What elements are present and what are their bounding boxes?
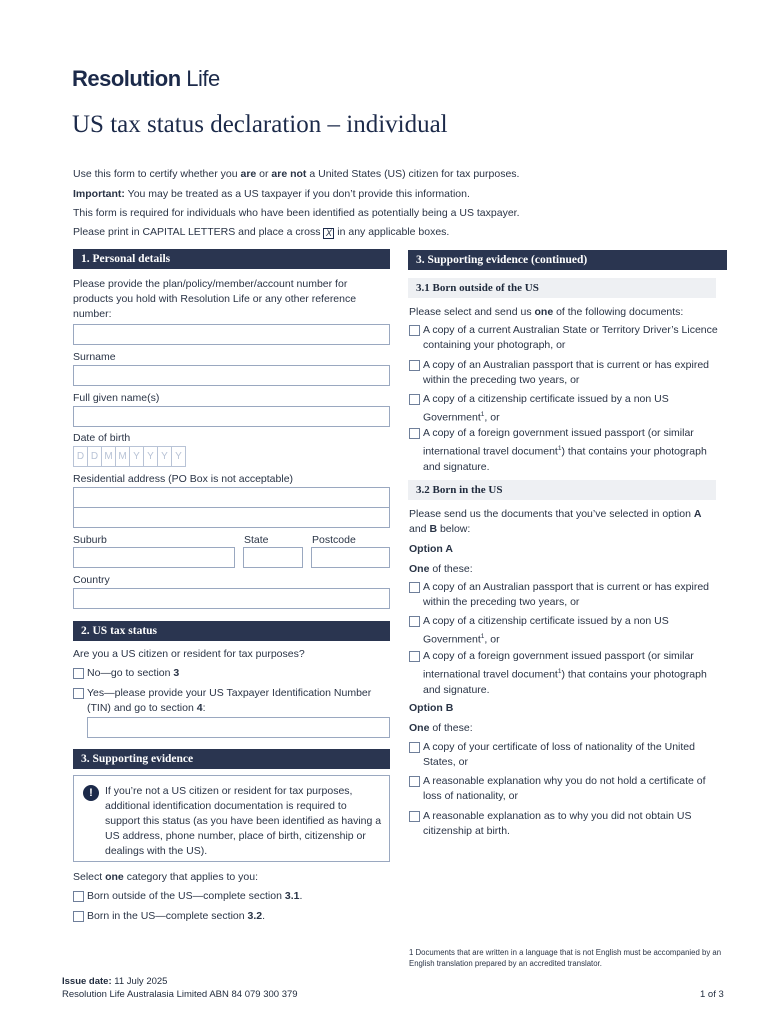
- doc-checkbox[interactable]: [409, 360, 420, 371]
- surname-label: Surname: [73, 351, 116, 363]
- option-born-in-us[interactable]: Born in the US—complete section 3.2.: [73, 909, 373, 924]
- account-number-label: Please provide the plan/policy/member/account number for products you hold with Resolution Life or any other reference number:: [73, 278, 357, 320]
- section-3-2-intro: Please send us the documents that you’ve selected in option A and B below:: [409, 508, 702, 535]
- option-b-one-of: One of these:: [409, 722, 473, 734]
- footnote: 1 Documents that are written in a language that is not English must be accompanied by an English translation prepared by an accredited translator.: [409, 948, 722, 968]
- no-checkbox[interactable]: [73, 668, 84, 679]
- tin-field[interactable]: [87, 717, 390, 738]
- dob-box[interactable]: D: [73, 446, 88, 467]
- doc-checkbox[interactable]: [409, 742, 420, 753]
- dob-box[interactable]: Y: [157, 446, 172, 467]
- given-names-label: Full given name(s): [73, 392, 160, 404]
- info-text: If you’re not a US citizen or resident for tax purposes, additional identification documentation is required to support this status (as you have been identified as having a US address, phone number, place of birth, citizenship or dealings with the US).: [105, 785, 382, 857]
- doc-option-a-foreign-passport[interactable]: A copy of a foreign government issued passport (or similar international travel document$^1$) that contains your photograph and signature.: [409, 649, 709, 698]
- surname-field[interactable]: [73, 365, 390, 386]
- doc-checkbox[interactable]: [409, 582, 420, 593]
- postcode-label: Postcode: [312, 534, 356, 546]
- info-box: [73, 775, 390, 862]
- select-category-label: Select one category that applies to you:: [73, 871, 259, 883]
- exclamation-icon: !: [83, 785, 99, 801]
- cross-example-icon: X: [323, 228, 334, 239]
- yes-checkbox[interactable]: [73, 688, 84, 699]
- section-1-heading: 1. Personal details: [73, 249, 390, 269]
- given-names-field[interactable]: [73, 406, 390, 427]
- intro-line-4: Please print in CAPITAL LETTERS and place a cross X in any applicable boxes.: [73, 226, 450, 238]
- option-a-heading: Option A: [409, 543, 453, 555]
- company-logo: Resolution Life: [72, 66, 220, 91]
- state-field[interactable]: [243, 547, 303, 568]
- doc-checkbox[interactable]: [409, 428, 420, 439]
- section-3-1-heading: 3.1 Born outside of the US: [408, 278, 716, 298]
- country-label: Country: [73, 574, 110, 586]
- dob-box[interactable]: Y: [171, 446, 186, 467]
- page-title: US tax status declaration – individual: [72, 111, 448, 138]
- doc-option-a-au-passport[interactable]: A copy of an Australian passport that is current or has expired within the preceding two years, or: [409, 580, 719, 610]
- company-abn: Resolution Life Australasia Limited ABN 84 079 300 379: [62, 989, 298, 1000]
- state-label: State: [244, 534, 269, 546]
- issue-date: Issue date: 11 July 2025: [62, 976, 168, 987]
- doc-option-a-citizenship-cert[interactable]: A copy of a citizenship certificate issued by a non US Government$^1$, or: [409, 614, 719, 648]
- section-3-heading: 3. Supporting evidence: [73, 749, 390, 769]
- born-in-us-checkbox[interactable]: [73, 911, 84, 922]
- section-3-2-heading: 3.2 Born in the US: [408, 480, 716, 500]
- address-line-2-field[interactable]: [73, 507, 390, 528]
- doc-checkbox[interactable]: [409, 325, 420, 336]
- date-of-birth-label: Date of birth: [73, 432, 131, 444]
- dob-box[interactable]: Y: [143, 446, 158, 467]
- option-b-heading: Option B: [409, 702, 454, 714]
- date-of-birth-field[interactable]: [73, 446, 185, 467]
- suburb-label: Suburb: [73, 534, 107, 546]
- account-number-field[interactable]: [73, 324, 390, 345]
- option-a-one-of: One of these:: [409, 563, 473, 575]
- doc-checkbox[interactable]: [409, 776, 420, 787]
- residential-address-label: Residential address (PO Box is not acceptable): [73, 473, 294, 485]
- dob-box[interactable]: M: [115, 446, 130, 467]
- us-status-question: Are you a US citizen or resident for tax purposes?: [73, 648, 305, 660]
- dob-box[interactable]: Y: [129, 446, 144, 467]
- option-yes[interactable]: Yes—please provide your US Taxpayer Identification Number (TIN) and go to section 4:: [73, 686, 373, 716]
- doc-option-b-citizenship-explanation[interactable]: A reasonable explanation as to why you did not obtain US citizenship at birth.: [409, 809, 719, 839]
- option-no[interactable]: No—go to section 3: [73, 666, 373, 681]
- doc-option-citizenship-cert[interactable]: A copy of a citizenship certificate issued by a non US Government$^1$, or: [409, 392, 719, 426]
- intro-line-2: Important: You may be treated as a US taxpayer if you don’t provide this information.: [73, 188, 470, 200]
- doc-option-foreign-passport[interactable]: A copy of a foreign government issued passport (or similar international travel document$^1$) that contains your photograph and signature.: [409, 426, 719, 475]
- address-line-1-field[interactable]: [73, 487, 390, 508]
- country-field[interactable]: [73, 588, 390, 609]
- option-born-outside[interactable]: Born outside of the US—complete section 3.1.: [73, 889, 373, 904]
- doc-checkbox[interactable]: [409, 616, 420, 627]
- intro-line-3: This form is required for individuals who have been identified as potentially being a US taxpayer.: [73, 207, 520, 219]
- dob-box[interactable]: D: [87, 446, 102, 467]
- born-outside-checkbox[interactable]: [73, 891, 84, 902]
- dob-box[interactable]: M: [101, 446, 116, 467]
- doc-checkbox[interactable]: [409, 394, 420, 405]
- doc-option-b-loss-cert[interactable]: A copy of your certificate of loss of nationality of the United States, or: [409, 740, 709, 770]
- page-number: 1 of 3: [700, 989, 724, 1000]
- doc-checkbox[interactable]: [409, 811, 420, 822]
- doc-option-b-no-cert-explanation[interactable]: A reasonable explanation why you do not hold a certificate of loss of nationality, or: [409, 774, 709, 804]
- section-2-heading: 2. US tax status: [73, 621, 390, 641]
- doc-checkbox[interactable]: [409, 651, 420, 662]
- section-3-continued-heading: 3. Supporting evidence (continued): [408, 250, 727, 270]
- doc-option-drivers-licence[interactable]: A copy of a current Australian State or Territory Driver’s Licence containing your photograph, or: [409, 323, 719, 353]
- suburb-field[interactable]: [73, 547, 235, 568]
- intro-line-1: Use this form to certify whether you are or are not a United States (US) citizen for tax purposes.: [73, 168, 520, 180]
- postcode-field[interactable]: [311, 547, 390, 568]
- section-3-1-intro: Please select and send us one of the following documents:: [409, 306, 684, 318]
- doc-option-au-passport[interactable]: A copy of an Australian passport that is current or has expired within the preceding two years, or: [409, 358, 719, 388]
